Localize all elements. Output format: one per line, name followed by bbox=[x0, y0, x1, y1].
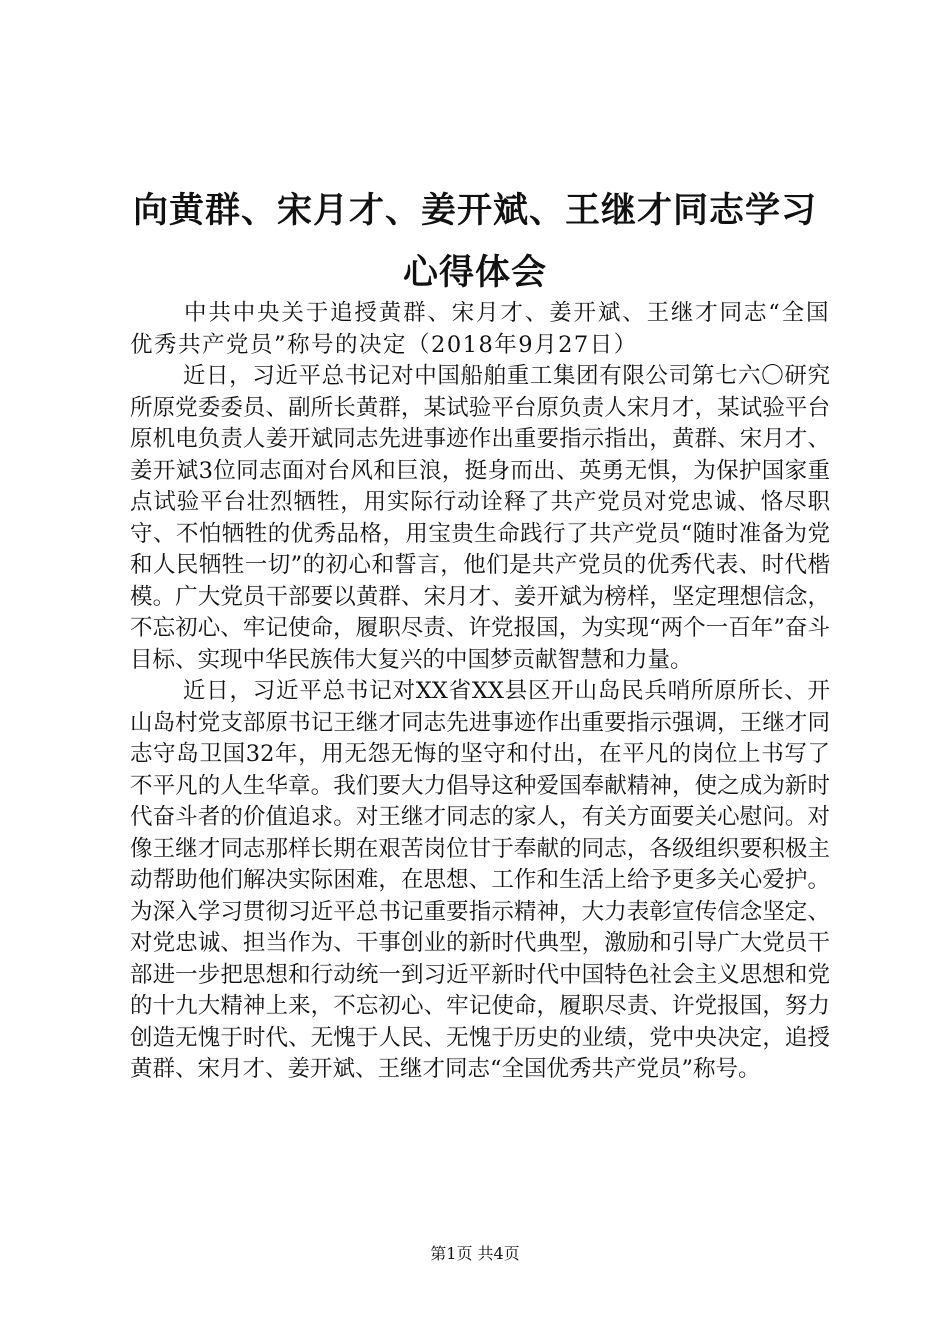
document-title: 向黄群、宋月才、姜开斌、王继才同志学习心得体会 bbox=[132, 191, 817, 293]
body-paragraph-huangqun: 近日，习近平总书记对中国船舶重工集团有限公司第七六〇研究所原党委委员、副所长黄群，某试验平台原负责人宋月才，某试验平台原机电负责人姜开斌同志先进事迹作出重要指示指出，黄群、宋月才、姜开斌3位同志面对台风和巨浪，挺身而出、英勇无惧，为保护国家重点试验平台壮烈牺牲，用实际行动诠释了共产党员对党忠诚、恪尽职守、不怕牺牲的优秀品格，用宝贵生命践行了共产党员“随时准备为党和人民牺牲一切”的初心和誓言，他们是共产党员的优秀代表、时代楷模。广大党员干部要以黄群、宋月才、姜开斌为榜样，坚定理想信念，不忘初心、牢记使命，履职尽责、许党报国，为实现“两个一百年”奋斗目标、实现中华民族伟大复兴的中国梦贡献智慧和力量。 bbox=[130, 363, 830, 673]
page-number-footer: 第1页 共4页 bbox=[430, 1244, 520, 1263]
decision-heading-paragraph: 中共中央关于追授黄群、宋月才、姜开斌、王继才同志“全国优秀共产党员”称号的决定（2018年9月27日） bbox=[130, 300, 830, 358]
document-body bbox=[130, 298, 830, 1086]
body-paragraph-wangjicai: 近日，习近平总书记对XX省XX县区开山岛民兵哨所原所长、开山岛村党支部原书记王继才同志先进事迹作出重要指示强调，王继才同志守岛卫国32年，用无怨无悔的坚守和付出，在平凡的岗位上书写了不平凡的人生华章。我们要大力倡导这种爱国奉献精神，使之成为新时代奋斗者的价值追求。对王继才同志的家人，有关方面要关心慰问。对像王继才同志那样长期在艰苦岗位甘于奉献的同志，各级组织要积极主动帮助他们解决实际困难，在思想、工作和生活上给予更多关心爱护。为深入学习贯彻习近平总书记重要指示精神，大力表彰宣传信念坚定、对党忠诚、担当作为、干事创业的新时代典型，激励和引导广大党员干部进一步把思想和行动统一到习近平新时代中国特色社会主义思想和党的十九大精神上来，不忘初心、牢记使命，履职尽责、许党报国，努力创造无愧于时代、无愧于人民、无愧于历史的业绩，党中央决定，追授黄群、宋月才、姜开斌、王继才同志“全国优秀共产党员”称号。 bbox=[130, 678, 830, 1082]
